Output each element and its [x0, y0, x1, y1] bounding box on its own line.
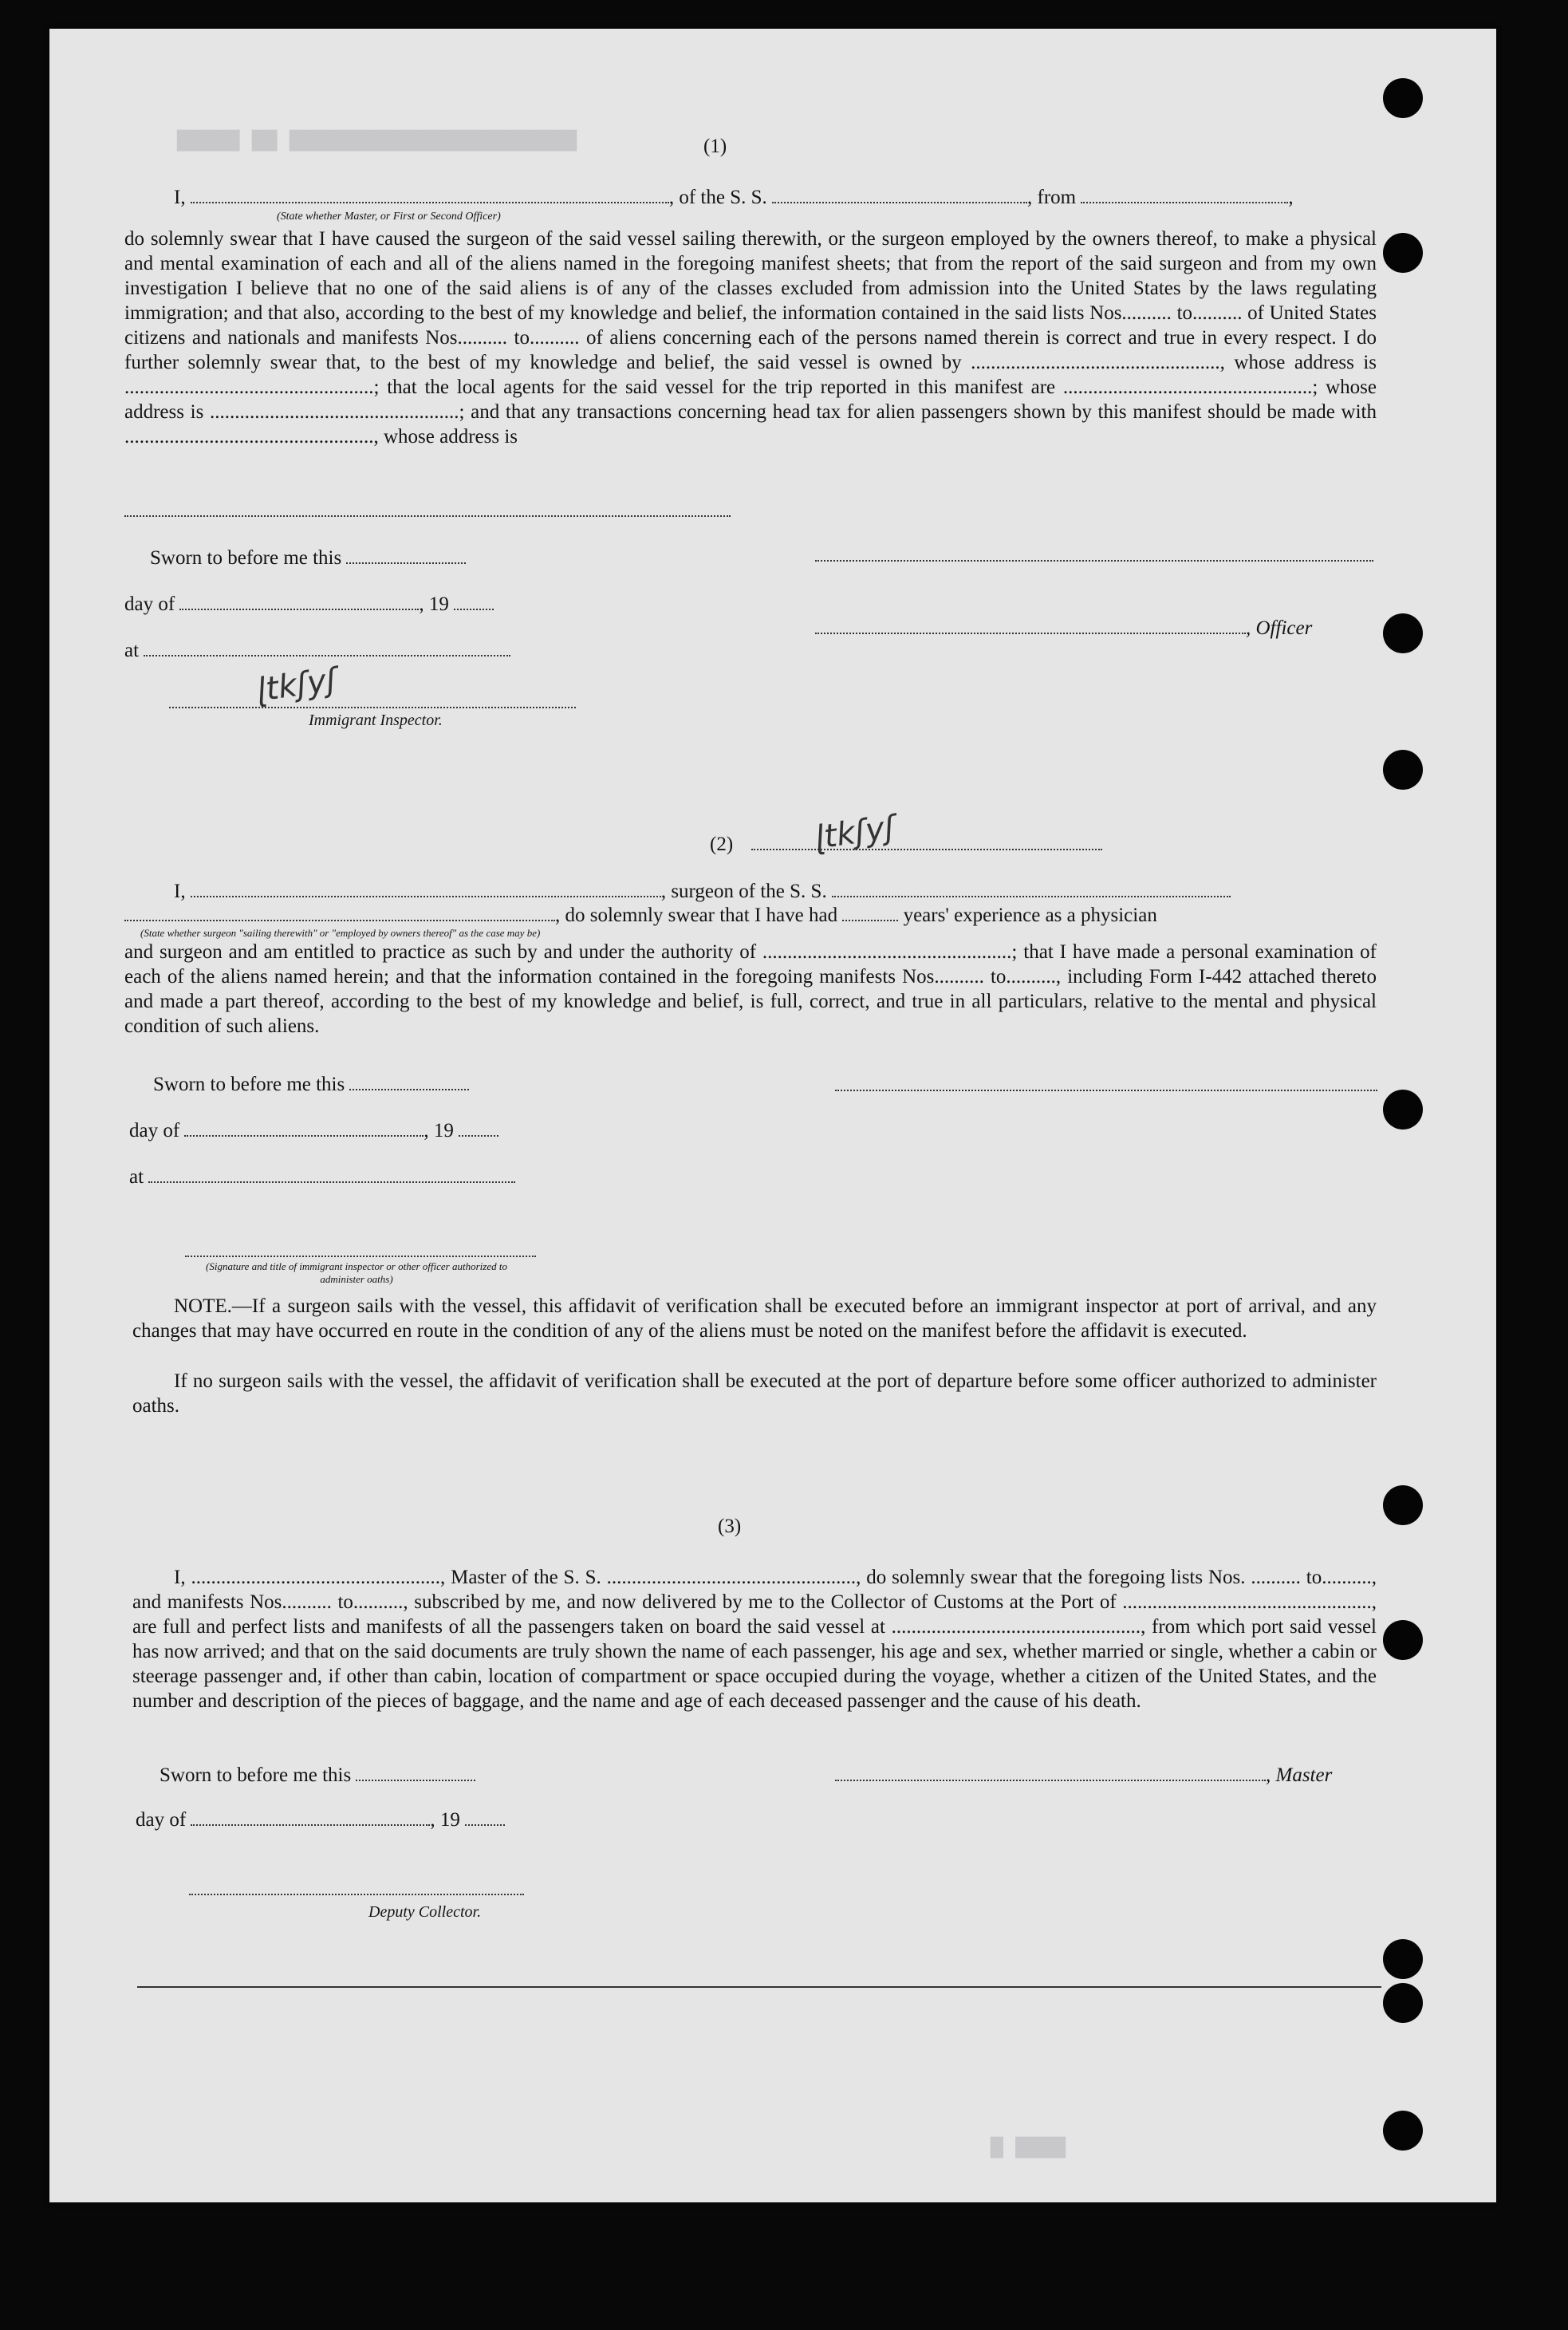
- s1-from-blank: [1081, 186, 1288, 203]
- s2-day-blank: [184, 1119, 424, 1137]
- section-3-number: (3): [718, 1516, 742, 1537]
- document-page: [49, 29, 1496, 2202]
- binder-hole: [1383, 1485, 1423, 1525]
- s1-paragraph: do solemnly swear that I have caused the surgeon of the said vessel sailing therewith, or the surgeon employed by the owners thereof, to make a physical and mental examination of each and all of the aliens named in the foregoing manifest sheets; that from the report of the said surgeon and from my own investigation I believe that no one of the said aliens is of any of the classes excluded from admission into the United States by the laws regulating immigration; and that also, according to the best of my knowledge and belief, the information contained in the said lists Nos.......... to.......... of United States citizens and nationals and manifests Nos.......... to.......... of aliens concerning each of the persons named therein is correct and true in every respect. I do further solemnly swear that, to the best of my knowledge and belief, the said vessel is owned by .................................................., whose address is ..................................................; that the local agents for the said vessel for the trip reported in this manifest are ..................................................; whose address is ..................................................; and that any transactions concerning head tax for alien passengers shown by this manifest should be made with .................................................., whose address is: [124, 228, 1377, 447]
- binder-hole: [1383, 2111, 1423, 2151]
- s1-officer-blank: [815, 617, 1246, 634]
- s3-day-line: day of , 19: [136, 1808, 505, 1832]
- bleed-through-mark: ▇▇▇▇▇ ▇▇ ▇▇▇▇▇▇▇▇▇▇▇▇▇▇▇▇▇▇▇▇▇▇▇: [177, 128, 577, 152]
- binder-hole: [1383, 1620, 1423, 1660]
- s3-deputy-label: Deputy Collector.: [368, 1903, 482, 1921]
- s2-sig-caption: (Signature and title of immigrant inspector or other officer authorized to administer oaths): [206, 1260, 507, 1285]
- s2-status-blank: [124, 904, 555, 921]
- s1-signature-line: [124, 515, 731, 517]
- bottom-rule: [137, 1986, 1381, 1988]
- s3-day-blank: [191, 1808, 430, 1826]
- binder-hole: [1383, 1090, 1423, 1130]
- s3-paragraph: I, .................................................., Master of the S. S. .................................................., do solemnly swear that the foregoing lists Nos. .......... to.........., and manifests Nos.......... to.........., subscribed by me, and now delivered by me to the Collector of Customs at the Port of .................................................., are full and perfect lists and manifests of all the passengers taken on board the said vessel at .................................................., from which port said vessel has now arrived; and that on the said documents are truly shown the name of each passenger, his age and sex, whether married or single, whether a cabin or steerage passenger and, if other than cabin, location of compartment or space occupied during the voyage, whether a citizen of the United States, and the number and description of the pieces of baggage, and the name and age of each deceased passenger and the cause of his death.: [132, 1567, 1377, 1712]
- s3-master-line: , Master: [835, 1763, 1332, 1788]
- binder-hole: [1383, 613, 1423, 653]
- s2-header-line: [751, 849, 1102, 850]
- s1-sworn-line: Sworn to before me this: [150, 546, 466, 570]
- s1-name-blank: [191, 186, 669, 203]
- s1-i: I,: [174, 187, 186, 208]
- handwritten-mark: ɭtkʃyʃ: [813, 809, 898, 857]
- s1-officer-line: , Officer: [815, 616, 1312, 641]
- s1-inspector-line: [169, 707, 576, 708]
- s1-of-ss: , of the S. S.: [668, 187, 767, 208]
- s2-day-line: day of , 19: [129, 1118, 498, 1143]
- s1-inspector-label: Immigrant Inspector.: [309, 712, 443, 729]
- binder-hole: [1383, 750, 1423, 790]
- s2-sworn-blank: [349, 1073, 469, 1090]
- s2-at-blank: [148, 1165, 515, 1183]
- s3-master-blank: [835, 1764, 1266, 1781]
- s1-at-blank: [144, 639, 510, 656]
- binder-hole: [1383, 233, 1423, 273]
- binder-hole: [1383, 78, 1423, 118]
- s2-caption: (State whether surgeon "sailing therewith" or "employed by owners thereof" as the case may be): [140, 927, 541, 939]
- s1-year-blank: [454, 593, 494, 610]
- s1-officer-top-line: [815, 560, 1373, 562]
- s3-sworn-line: Sworn to before me this: [160, 1763, 475, 1788]
- s2-sworn-line: Sworn to before me this: [153, 1072, 469, 1097]
- s1-day-blank: [179, 593, 419, 610]
- section-2-number: (2): [710, 834, 734, 855]
- s2-paragraph: and surgeon and am entitled to practice as such by and under the authority of ..................................................; that I have made a personal examination of each of the aliens named herein; and that the information contained in the foregoing manifests Nos.......... to.........., including Form I-442 attached thereto and made a part thereof, according to the best of my knowledge and belief, is full, correct, and true in all particulars, relative to the mental and physical condition of such aliens.: [124, 941, 1377, 1037]
- handwritten-signature: ɭtkʃyʃ: [254, 661, 340, 709]
- s2-years-blank: [842, 904, 898, 921]
- s2-vessel-blank: [832, 880, 1231, 897]
- s3-year-blank: [465, 1808, 505, 1826]
- s2-line-1: I, , surgeon of the S. S.: [174, 879, 1231, 904]
- s3-deputy-line: [189, 1894, 524, 1895]
- s1-sworn-blank: [346, 546, 466, 564]
- s1-caption: (State whether Master, or First or Second Officer): [277, 211, 501, 223]
- s2-inspector-line: [185, 1256, 536, 1257]
- s1-day-line: day of , 19: [124, 592, 494, 617]
- s2-note-1: NOTE.—If a surgeon sails with the vessel, this affidavit of verification shall be executed before an immigrant inspector at port of arrival, and any changes that may have occurred en route in the condition of any of the aliens must be noted on the manifest before the affidavit is executed.: [132, 1295, 1377, 1342]
- binder-hole: [1383, 1983, 1423, 2023]
- s1-at-line: at: [124, 638, 510, 663]
- s2-note-2: If no surgeon sails with the vessel, the affidavit of verification shall be executed at the port of departure before some officer authorized to administer oaths.: [132, 1370, 1377, 1417]
- s2-at-line: at: [129, 1165, 515, 1189]
- s1-vessel-blank: [772, 186, 1027, 203]
- s2-signature-line: [835, 1090, 1377, 1091]
- binder-hole: [1383, 1939, 1423, 1979]
- s3-sworn-blank: [356, 1764, 475, 1781]
- s2-year-blank: [459, 1119, 498, 1137]
- s2-name-blank: [191, 880, 661, 897]
- bleed-through-mark: ▇ ▇▇▇▇: [991, 2135, 1066, 2159]
- s1-from: , from: [1027, 187, 1077, 208]
- section-1-number: (1): [703, 136, 727, 157]
- s1-line-1: I, , of the S. S. , from ,: [174, 187, 1294, 208]
- s2-line-2: , do solemnly swear that I have had years' experience as a physician: [124, 903, 1157, 928]
